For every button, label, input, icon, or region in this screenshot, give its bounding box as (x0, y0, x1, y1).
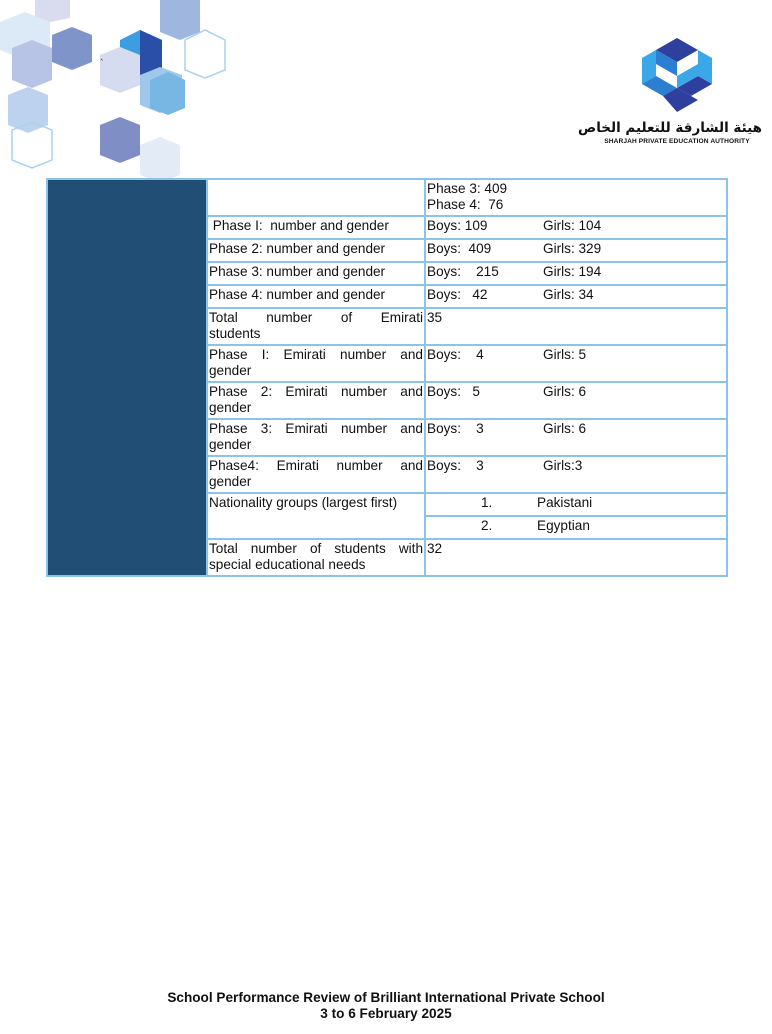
logo-english-name: SHARJAH PRIVATE EDUCATION AUTHORITY (604, 138, 750, 145)
girls-value: Girls: 6 (543, 421, 587, 436)
value-cell (425, 456, 727, 493)
value-cell (425, 516, 727, 539)
value-cell (425, 216, 727, 239)
label-line: Total number of Emirati (209, 310, 423, 325)
label-cell: Phase I: number and gender (207, 216, 425, 239)
label-line: gender (209, 437, 252, 452)
side-column (47, 179, 207, 576)
footer-report-title: School Performance Review of Brilliant International Private School (167, 990, 605, 1005)
boys-value: Boys: 409 (427, 241, 492, 256)
girls-value: Girls:3 (543, 458, 583, 473)
girls-value: Girls: 6 (543, 384, 587, 399)
label-cell: Phase 2: number and gender (207, 239, 425, 262)
girls-value: Girls: 104 (543, 218, 602, 233)
decor-mark: ` (100, 58, 104, 70)
footer-dates: 3 to 6 February 2025 (320, 1006, 452, 1021)
value-cell (425, 239, 727, 262)
boys-value: Boys: 4 (427, 347, 484, 362)
girls-value: Girls: 194 (543, 264, 602, 279)
label-cell: Phase 3: number and gender (207, 262, 425, 285)
label-cell (207, 382, 425, 419)
logo-arabic-name: هيئة الشارقة للتعليم الخاص (578, 120, 762, 136)
table-row (47, 179, 727, 216)
boys-value: Boys: 215 (427, 264, 499, 279)
label-line: Phase I: Emirati number and (209, 347, 423, 362)
boys-value: Boys: 5 (427, 384, 480, 399)
boys-value: Boys: 109 (427, 218, 488, 233)
label-line: students (209, 326, 261, 341)
value-cell (425, 345, 727, 382)
value-cell: 35 (425, 308, 727, 345)
spea-hexagon-icon (640, 36, 714, 116)
label-line: gender (209, 474, 252, 489)
label-line: Phase 2: Emirati number and (209, 384, 423, 399)
decorative-hexagon-pattern (0, 0, 260, 180)
boys-value: Boys: 3 (427, 421, 484, 436)
spea-logo (578, 36, 762, 156)
value-cell (425, 382, 727, 419)
boys-value: Boys: 42 (427, 287, 488, 302)
girls-value: Girls: 329 (543, 241, 602, 256)
school-info-table (46, 178, 728, 577)
label-line: Phase4: Emirati number and (209, 458, 423, 473)
nationality-name: Egyptian (537, 518, 590, 533)
value-cell (425, 262, 727, 285)
value-cell (425, 179, 727, 216)
label-cell (207, 539, 425, 576)
label-cell: Nationality groups (largest first) (207, 493, 425, 539)
label-cell (207, 345, 425, 382)
girls-value: Girls: 34 (543, 287, 594, 302)
nationality-number: 2. (481, 518, 493, 533)
label-cell (207, 419, 425, 456)
label-cell (207, 179, 425, 216)
girls-value: Girls: 5 (543, 347, 587, 362)
page-footer (0, 990, 772, 1022)
label-line: gender (209, 363, 252, 378)
label-line: Phase 3: Emirati number and (209, 421, 423, 436)
label-cell: Phase 4: number and gender (207, 285, 425, 308)
label-line: Total number of students with (209, 541, 423, 556)
label-line: gender (209, 400, 252, 415)
label-cell (207, 308, 425, 345)
nationality-number: 1. (481, 495, 493, 510)
value-cell (425, 285, 727, 308)
phase-4-total: Phase 4: 76 (427, 197, 504, 212)
nationality-name: Pakistani (537, 495, 593, 510)
value-cell (425, 419, 727, 456)
value-cell: 32 (425, 539, 727, 576)
phase-3-total: Phase 3: 409 (427, 181, 508, 196)
boys-value: Boys: 3 (427, 458, 484, 473)
value-cell (425, 493, 727, 516)
label-cell (207, 456, 425, 493)
label-line: special educational needs (209, 557, 366, 572)
